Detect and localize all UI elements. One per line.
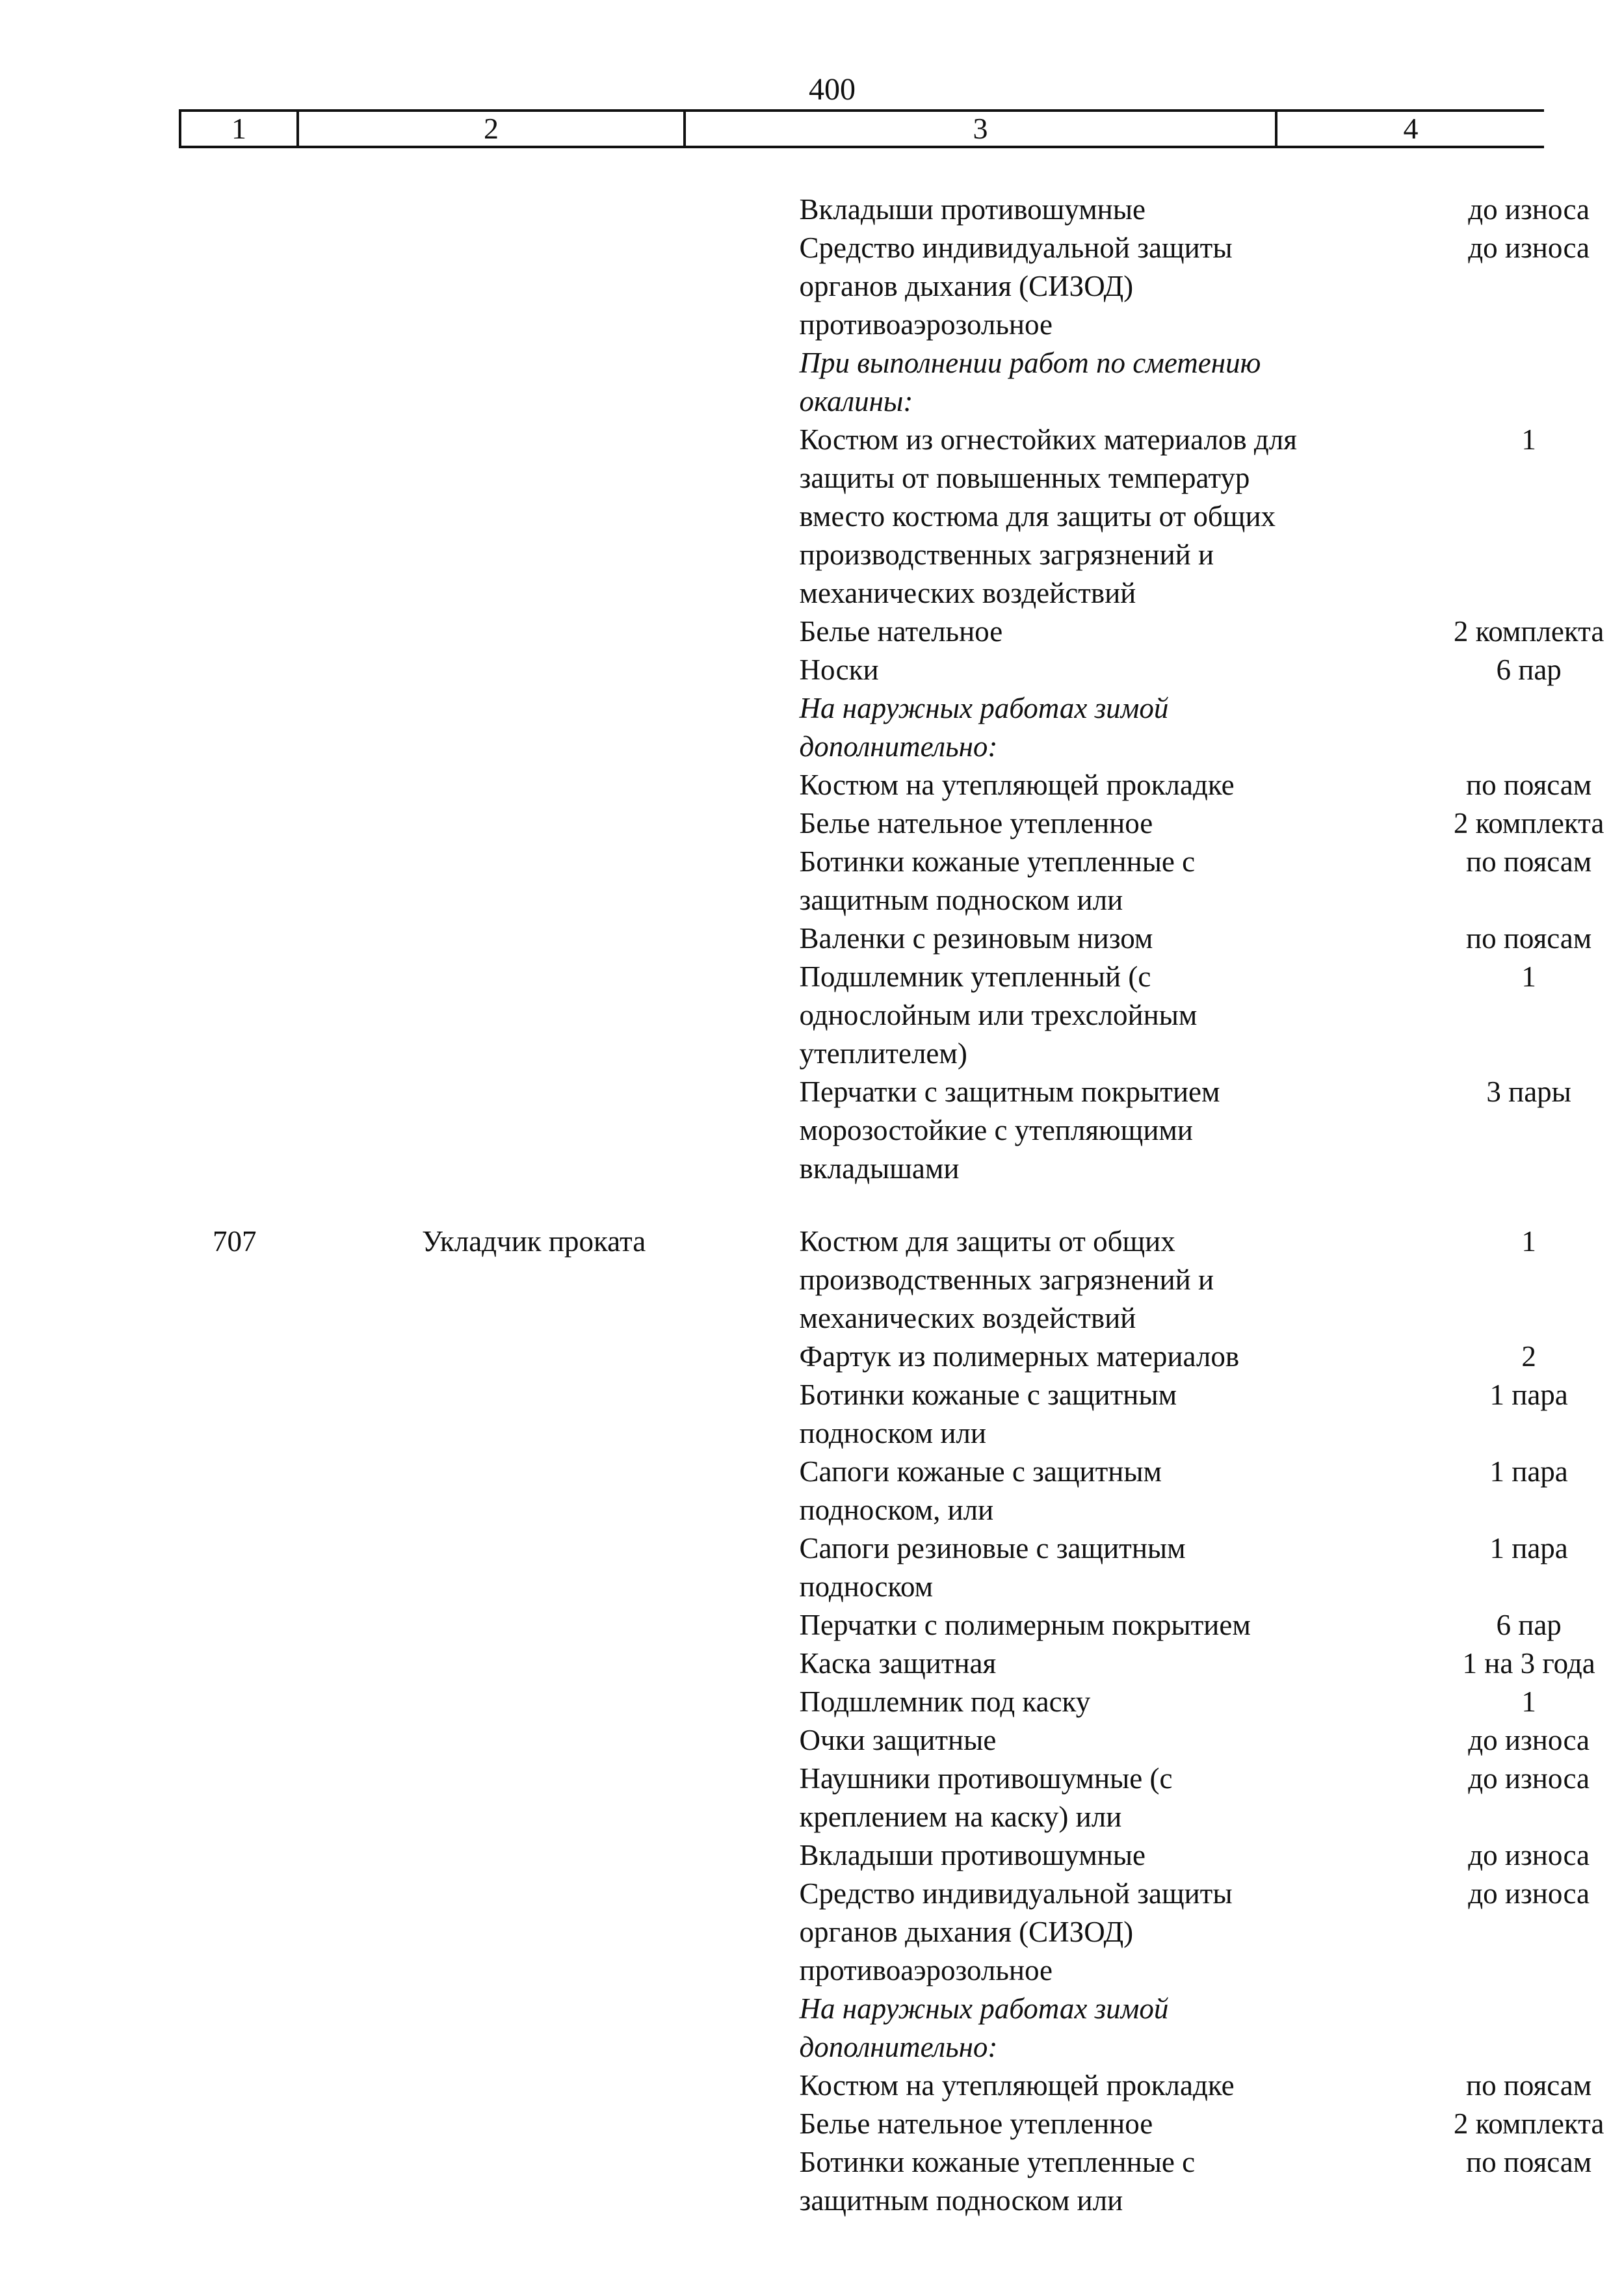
- ppe-item-norm: 1: [1521, 1225, 1536, 1258]
- ppe-item-norm: по поясам: [1466, 2146, 1592, 2178]
- ppe-item-row: [0, 613, 1624, 651]
- ppe-item-name: Подшлемник утепленный (с однослойным или трехслойным утеплителем): [799, 960, 1198, 1070]
- column-header-3: 3: [686, 112, 1277, 146]
- profession-name: Укладчик проката: [421, 1225, 646, 1258]
- section-note-row: [0, 689, 1624, 766]
- ppe-item-row: [0, 421, 1624, 613]
- entry-707-section: [0, 1222, 1624, 2220]
- ppe-item-norm: 1: [1521, 423, 1536, 456]
- ppe-item-row: [0, 2066, 1624, 2105]
- ppe-item-name: Валенки с резиновым низом: [799, 922, 1153, 955]
- ppe-item-norm: до износа: [1468, 1839, 1590, 1871]
- ppe-item-name: Белье нательное утепленное: [799, 2107, 1153, 2140]
- ppe-item-norm: 3 пары: [1486, 1075, 1571, 1108]
- ppe-item-row: [0, 2105, 1624, 2143]
- column-header-4: 4: [1403, 112, 1419, 145]
- ppe-item-name: Средство индивидуальной защиты органов дыхания (СИЗОД) противоаэрозольное: [799, 1877, 1233, 1986]
- ppe-item-norm: 6 пар: [1496, 653, 1562, 686]
- ppe-item-name: Средство индивидуальной защиты органов дыхания (СИЗОД) противоаэрозольное: [799, 231, 1233, 341]
- ppe-item-name: Наушники противошумные (с креплением на каску) или: [799, 1762, 1173, 1833]
- ppe-item-name: Сапоги кожаные с защитным подноском, или: [799, 1455, 1162, 1526]
- ppe-item-name: Вкладыши противошумные: [799, 1839, 1146, 1871]
- ppe-item-row: [0, 1760, 1624, 1836]
- ppe-item-norm: до износа: [1468, 1762, 1590, 1795]
- ppe-item-name: Каска защитная: [799, 1647, 997, 1680]
- page-number: 400: [809, 72, 856, 107]
- ppe-item-row: [0, 1376, 1624, 1453]
- ppe-item-row: [0, 919, 1624, 958]
- ppe-item-norm: до износа: [1468, 193, 1590, 226]
- ppe-item-name: Костюм на утепляющей прокладке: [799, 769, 1235, 801]
- ppe-item-name: Костюм для защиты от общих производственных загрязнений и механических воздействий: [799, 1225, 1214, 1334]
- ppe-item-norm: 1 пара: [1489, 1455, 1568, 1488]
- ppe-item-name: Носки: [799, 653, 879, 686]
- ppe-item-norm: по поясам: [1466, 769, 1592, 801]
- ppe-item-name: Костюм из огнестойких материалов для защиты от повышенных температур вместо костюма для защиты от общих производственных загрязнений и механических воздействий: [799, 423, 1297, 609]
- ppe-item-row: [0, 804, 1624, 843]
- section-note: На наружных работах зимой дополнительно:: [799, 1992, 1169, 2063]
- ppe-item-row: [0, 1529, 1624, 1606]
- ppe-item-name: Ботинки кожаные утепленные с защитным подноском или: [799, 2146, 1196, 2217]
- ppe-item-norm: до износа: [1468, 1724, 1590, 1756]
- ppe-item-norm: 2 комплекта: [1453, 807, 1604, 839]
- section-note: На наружных работах зимой дополнительно:: [799, 692, 1169, 763]
- ppe-item-row: [0, 1683, 1624, 1721]
- ppe-item-row: [0, 1836, 1624, 1875]
- ppe-item-row: [0, 1644, 1624, 1683]
- ppe-item-name: Костюм на утепляющей прокладке: [799, 2069, 1235, 2102]
- ppe-item-row: [0, 1875, 1624, 1990]
- ppe-item-norm: 2 комплекта: [1453, 615, 1604, 648]
- ppe-item-norm: до износа: [1468, 1877, 1590, 1910]
- column-header-2: 2: [299, 112, 686, 146]
- ppe-item-row: [0, 1222, 1624, 1338]
- ppe-item-name: Ботинки кожаные с защитным подноском или: [799, 1379, 1177, 1449]
- ppe-item-name: Перчатки с защитным покрытием морозостойкие с утепляющими вкладышами: [799, 1075, 1220, 1185]
- ppe-item-norm: 1 на 3 года: [1462, 1647, 1595, 1680]
- ppe-item-row: [0, 1606, 1624, 1644]
- column-header-row: [179, 109, 1544, 148]
- ppe-item-norm: 2 комплекта: [1453, 2107, 1604, 2140]
- ppe-item-norm: 1 пара: [1489, 1379, 1568, 1411]
- entry-number: 707: [213, 1225, 257, 1258]
- ppe-item-name: Перчатки с полимерным покрытием: [799, 1609, 1251, 1641]
- ppe-item-row: [0, 1073, 1624, 1188]
- ppe-item-row: [0, 2143, 1624, 2220]
- section-note-row: [0, 1990, 1624, 2066]
- ppe-item-name: Вкладыши противошумные: [799, 193, 1146, 226]
- ppe-item-row: [0, 1338, 1624, 1376]
- ppe-item-norm: по поясам: [1466, 2069, 1592, 2102]
- ppe-item-norm: по поясам: [1466, 845, 1592, 878]
- section-note: При выполнении работ по сметению окалины:: [799, 347, 1261, 417]
- ppe-item-norm: по поясам: [1466, 922, 1592, 955]
- ppe-item-norm: 2: [1521, 1340, 1536, 1373]
- ppe-item-norm: 1: [1521, 1685, 1536, 1718]
- ppe-item-name: Белье нательное: [799, 615, 1003, 648]
- ppe-item-row: [0, 958, 1624, 1073]
- ppe-item-name: Подшлемник под каску: [799, 1685, 1091, 1718]
- ppe-item-name: Сапоги резиновые с защитным подноском: [799, 1532, 1186, 1603]
- ppe-item-name: Белье нательное утепленное: [799, 807, 1153, 839]
- section-note-row: [0, 344, 1624, 421]
- ppe-item-row: [0, 1453, 1624, 1529]
- ppe-item-row: [0, 1721, 1624, 1760]
- ppe-item-name: Ботинки кожаные утепленные с защитным подноском или: [799, 845, 1196, 916]
- ppe-item-row: [0, 651, 1624, 689]
- ppe-item-row: [0, 229, 1624, 344]
- ppe-item-name: Очки защитные: [799, 1724, 997, 1756]
- ppe-item-norm: 1: [1521, 960, 1536, 993]
- column-header-1: 1: [179, 112, 299, 146]
- ppe-item-norm: 6 пар: [1496, 1609, 1562, 1641]
- ppe-item-norm: 1 пара: [1489, 1532, 1568, 1564]
- continuation-section: [0, 191, 1624, 1188]
- ppe-item-row: [0, 191, 1624, 229]
- ppe-item-name: Фартук из полимерных материалов: [799, 1340, 1240, 1373]
- ppe-item-row: [0, 843, 1624, 919]
- ppe-item-row: [0, 766, 1624, 804]
- ppe-item-norm: до износа: [1468, 231, 1590, 264]
